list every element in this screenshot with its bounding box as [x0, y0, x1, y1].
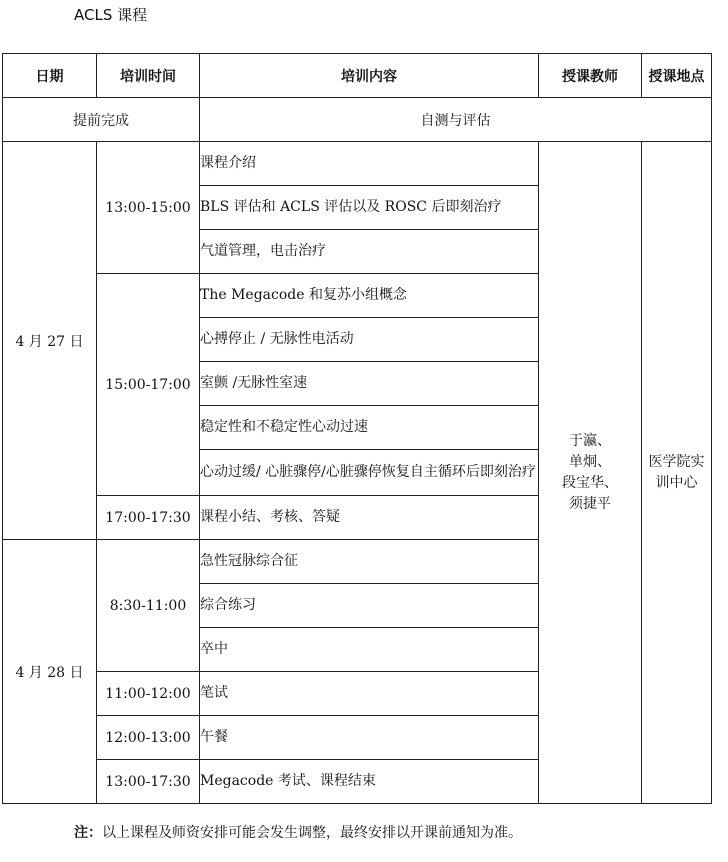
time-cell: 12:00-13:00	[97, 716, 200, 760]
content-cell: BLS 评估和 ACLS 评估以及 ROSC 后即刻治疗	[200, 186, 539, 230]
table-row	[3, 142, 712, 186]
location-cell	[642, 142, 712, 804]
time-cell: 15:00-17:00	[97, 274, 200, 496]
content-cell: 室颤 /无脉性室速	[200, 362, 539, 406]
content-cell: Megacode 考试、课程结束	[200, 760, 539, 804]
content-cell: 急性冠脉综合征	[200, 540, 539, 584]
teacher-line: 于瀛、	[569, 432, 611, 449]
header-location: 授课地点	[642, 54, 712, 98]
teacher-line: 须捷平	[569, 495, 611, 512]
content-cell: 卒中	[200, 628, 539, 672]
time-cell: 17:00-17:30	[97, 496, 200, 540]
teacher-line: 单炯、	[569, 453, 611, 470]
page-title: ACLS 课程	[74, 6, 148, 24]
content-cell: 稳定性和不稳定性心动过速	[200, 406, 539, 450]
date-cell: 4 月 27 日	[3, 142, 97, 540]
header-content: 培训内容	[200, 54, 539, 98]
date-cell: 4 月 28 日	[3, 540, 97, 804]
footnote-label: 注：	[74, 825, 102, 841]
table-row	[3, 98, 712, 142]
time-cell: 11:00-12:00	[97, 672, 200, 716]
content-cell: 午餐	[200, 716, 539, 760]
time-cell: 13:00-15:00	[97, 142, 200, 274]
content-cell: 课程小结、考核、答疑	[200, 496, 539, 540]
content-cell: 心搏停止 / 无脉性电活动	[200, 318, 539, 362]
header-teacher: 授课教师	[539, 54, 642, 98]
schedule-table	[2, 53, 712, 804]
pre-label: 提前完成	[3, 98, 200, 142]
header-row	[3, 54, 712, 98]
teacher-line: 段宝华、	[562, 474, 618, 491]
content-cell: The Megacode 和复苏小组概念	[200, 274, 539, 318]
content-cell: 综合练习	[200, 584, 539, 628]
location-line: 训中心	[655, 474, 698, 491]
location-line: 医学院实	[648, 453, 705, 470]
footnote-text: 以上课程及师资安排可能会发生调整，最终安排以开课前通知为准。	[102, 825, 522, 841]
content-cell: 课程介绍	[200, 142, 539, 186]
time-cell: 8:30-11:00	[97, 540, 200, 672]
footnote	[74, 822, 522, 842]
content-cell: 笔试	[200, 672, 539, 716]
teacher-cell	[539, 142, 642, 804]
header-date: 日期	[3, 54, 97, 98]
content-cell: 气道管理，电击治疗	[200, 230, 539, 274]
header-time: 培训时间	[97, 54, 200, 98]
time-cell: 13:00-17:30	[97, 760, 200, 804]
content-cell: 心动过缓/ 心脏骤停/心脏骤停恢复自主循环后即刻治疗	[200, 450, 539, 496]
pre-content: 自测与评估	[200, 98, 712, 142]
